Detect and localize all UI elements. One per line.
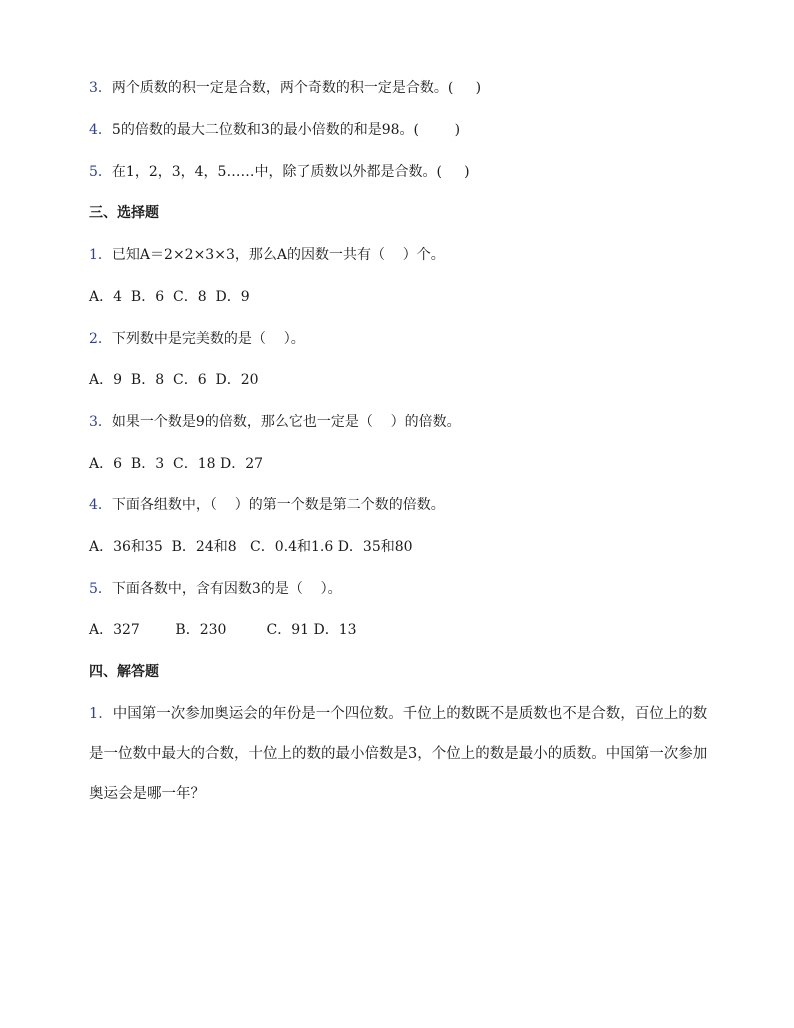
question-text: 中国第一次参加奥运会的年份是一个四位数。千位上的数既不是质数也不是合数，百位上的数是一位数中最大的合数，十位上的数的最小倍数是3，个位上的数是最小的质数。中国第一次参加奥运会是哪一年？ bbox=[89, 706, 708, 802]
choice-question-5 bbox=[89, 579, 342, 599]
item-number: 5． bbox=[89, 164, 112, 180]
section-title-answer: 四、解答题 bbox=[89, 664, 159, 680]
question-number: 5． bbox=[89, 581, 112, 597]
choice-options-4: A．36和35 B．24和8 C．0.4和1.6 D．35和80 bbox=[89, 539, 413, 555]
item-text: 两个质数的积一定是合数，两个奇数的积一定是合数。( ) bbox=[111, 80, 482, 96]
question-stem: 已知A＝2×2×3×3，那么A的因数一共有（ ）个。 bbox=[111, 247, 445, 263]
question-stem: 下列数中是完美数的是（ ）。 bbox=[111, 331, 305, 347]
choice-question-2 bbox=[89, 329, 305, 349]
choice-question-3 bbox=[89, 412, 461, 432]
choice-question-1 bbox=[89, 245, 445, 265]
choice-question-4 bbox=[89, 495, 445, 515]
question-number: 1． bbox=[89, 706, 113, 722]
question-number: 4． bbox=[89, 497, 112, 513]
item-text: 5的倍数的最大二位数和3的最小倍数的和是98。( ) bbox=[111, 122, 461, 138]
item-text: 在1，2，3，4，5……中，除了质数以外都是合数。( ) bbox=[111, 164, 470, 180]
question-stem: 下面各组数中，（ ）的第一个数是第二个数的倍数。 bbox=[111, 497, 445, 513]
question-number: 2． bbox=[89, 331, 112, 347]
item-number: 3． bbox=[89, 80, 112, 96]
question-stem: 下面各数中，含有因数3的是（ ）。 bbox=[111, 581, 342, 597]
question-stem: 如果一个数是9的倍数，那么它也一定是（ ）的倍数。 bbox=[111, 414, 461, 430]
choice-options-1: A．4 B．6 C．8 D．9 bbox=[89, 289, 250, 305]
choice-options-5: A．327 B．230 C．91 D．13 bbox=[89, 622, 357, 638]
judgement-item-4 bbox=[89, 120, 460, 140]
question-number: 1． bbox=[89, 247, 112, 263]
choice-options-2: A．9 B．8 C．6 D．20 bbox=[89, 372, 259, 388]
judgement-item-3 bbox=[89, 78, 481, 98]
section-title-choice: 三、选择题 bbox=[89, 205, 159, 221]
item-number: 4． bbox=[89, 122, 112, 138]
choice-options-3: A．6 B．3 C．18 D．27 bbox=[89, 456, 264, 472]
question-number: 3． bbox=[89, 414, 112, 430]
answer-question-1 bbox=[89, 694, 709, 814]
judgement-item-5 bbox=[89, 162, 470, 182]
